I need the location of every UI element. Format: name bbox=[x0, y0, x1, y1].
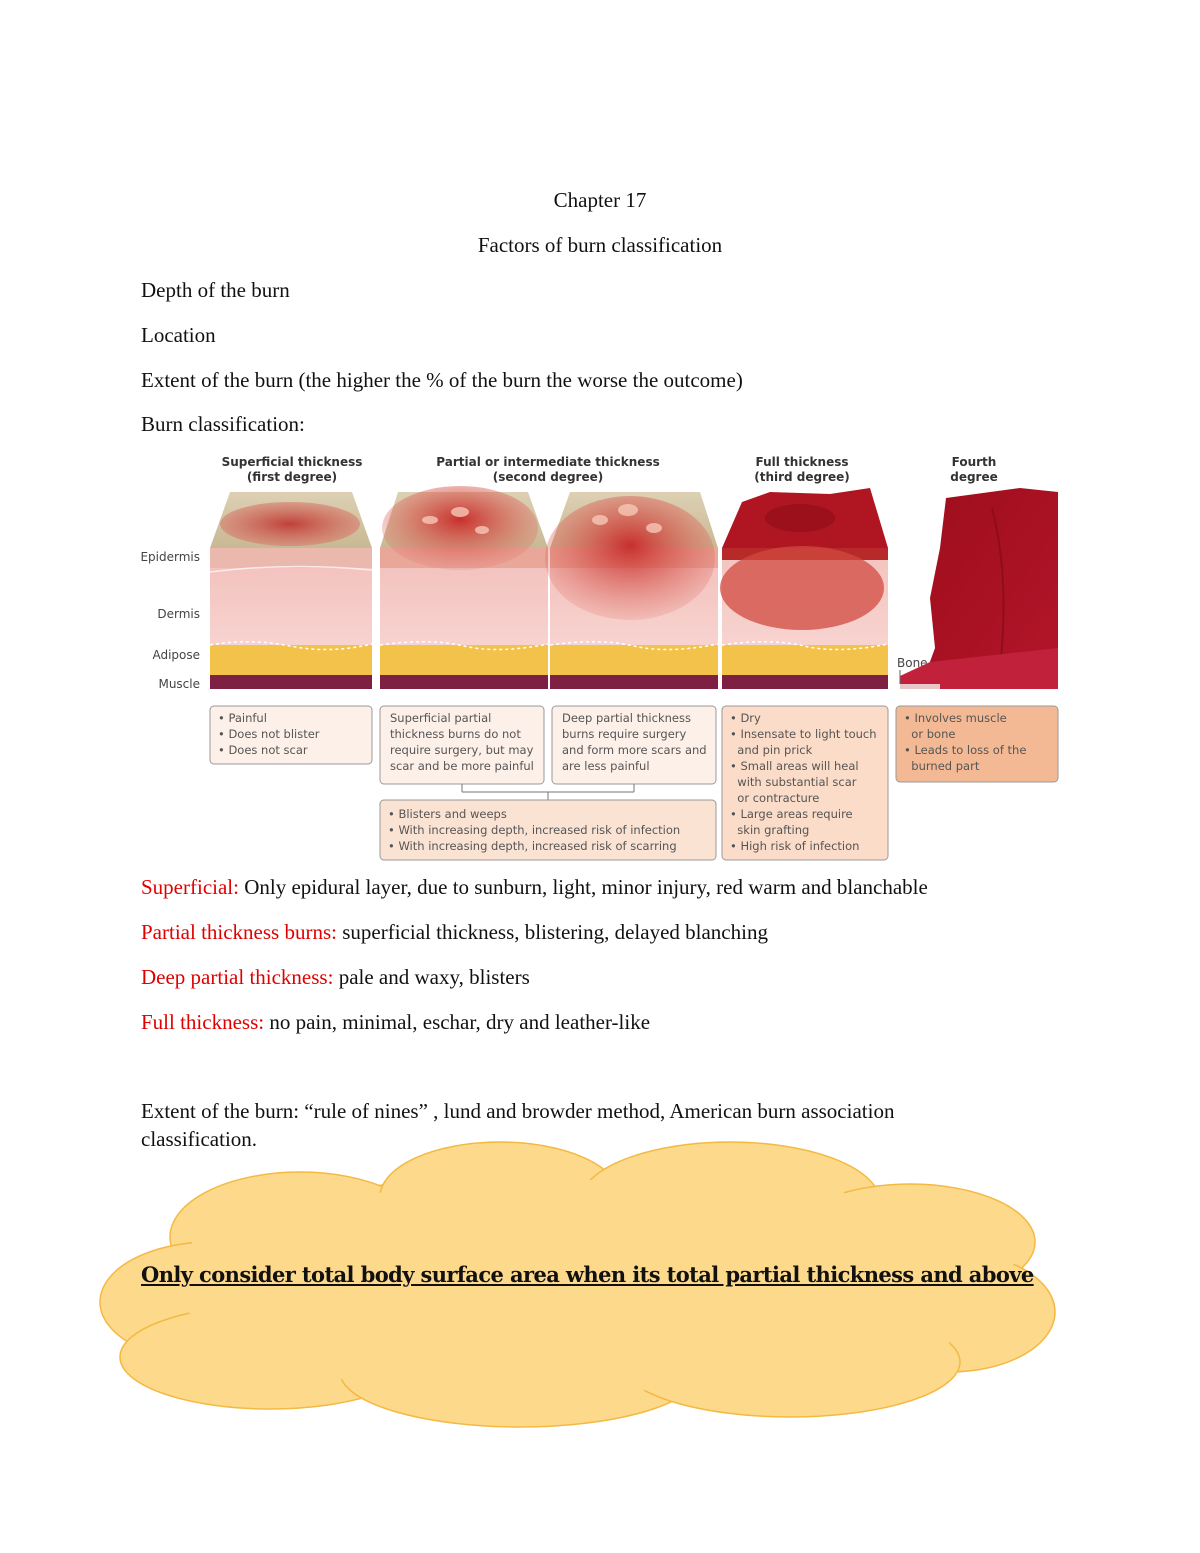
definition-term: Full thickness: bbox=[141, 1010, 265, 1034]
second-degree-bracket bbox=[462, 784, 634, 800]
box-line: are less painful bbox=[562, 759, 650, 773]
box-line: skin grafting bbox=[730, 823, 810, 837]
box-line: • Does not scar bbox=[218, 743, 308, 757]
description-box-deep-partial bbox=[552, 706, 716, 784]
page-title: Factors of burn classification bbox=[477, 233, 723, 257]
chapter-heading: Chapter 17 bbox=[553, 188, 647, 212]
box-line: or contracture bbox=[730, 791, 820, 805]
box-line: scar and be more painful bbox=[390, 759, 534, 773]
column-subheader-superficial: (first degree) bbox=[246, 470, 338, 484]
definition-desc: no pain, minimal, eschar, dry and leather-like bbox=[264, 1010, 651, 1034]
box-line: • Dry bbox=[730, 711, 761, 725]
definition-term: Deep partial thickness: bbox=[141, 965, 334, 989]
description-box-second-degree-shared bbox=[380, 800, 716, 860]
box-line: • Leads to loss of the bbox=[904, 743, 1027, 757]
factor-depth: Depth of the burn bbox=[141, 278, 290, 302]
box-line: • Blisters and weeps bbox=[388, 807, 507, 821]
definition-term: Partial thickness burns: bbox=[141, 920, 337, 944]
box-line: burns require surgery bbox=[562, 727, 687, 741]
box-line: or bone bbox=[904, 727, 956, 741]
box-line: • Involves muscle bbox=[904, 711, 1007, 725]
box-line: • Does not blister bbox=[218, 727, 320, 741]
skin-block-deep-partial bbox=[545, 492, 718, 689]
definition-full-thickness bbox=[141, 1008, 650, 1036]
box-line: with substantial scar bbox=[730, 775, 857, 789]
factor-extent: Extent of the burn (the higher the % of the burn the worse the outcome) bbox=[141, 368, 743, 392]
description-box-full bbox=[722, 706, 888, 860]
box-line: burned part bbox=[904, 759, 980, 773]
skin-block-superficial bbox=[210, 492, 372, 689]
extent-line-2: classification. bbox=[141, 1127, 258, 1151]
column-subheader-fourth: degree bbox=[950, 470, 998, 484]
layer-label-adipose: Adipose bbox=[152, 648, 200, 662]
callout-text: Only consider total body surface area when its total partial thickness and above bbox=[141, 1262, 1034, 1287]
box-line: Deep partial thickness bbox=[562, 711, 691, 725]
definition-deep-partial bbox=[141, 963, 530, 991]
box-line: • High risk of infection bbox=[730, 839, 860, 853]
box-line: and pin prick bbox=[730, 743, 813, 757]
definition-desc: superficial thickness, blistering, delayed blanching bbox=[336, 920, 768, 944]
layer-label-muscle: Muscle bbox=[158, 677, 200, 691]
box-line: • Insensate to light touch bbox=[730, 727, 877, 741]
box-line: • With increasing depth, increased risk of infection bbox=[388, 823, 681, 837]
column-subheader-partial: (second degree) bbox=[492, 470, 604, 484]
description-box-superficial bbox=[210, 706, 372, 764]
skin-block-superficial-partial bbox=[380, 486, 548, 689]
box-line: • Large areas require bbox=[730, 807, 853, 821]
box-line: require surgery, but may bbox=[390, 743, 534, 757]
definition-term: Superficial: bbox=[141, 875, 239, 899]
column-header-partial: Partial or intermediate thickness bbox=[436, 455, 660, 469]
layer-label-dermis: Dermis bbox=[157, 607, 200, 621]
skin-block-full bbox=[720, 488, 888, 689]
definition-partial-thickness bbox=[141, 918, 768, 946]
classification-label: Burn classification: bbox=[141, 412, 305, 436]
factor-location: Location bbox=[141, 323, 216, 347]
definition-desc: Only epidural layer, due to sunburn, light, minor injury, red warm and blanchable bbox=[238, 875, 928, 899]
layer-label-epidermis: Epidermis bbox=[140, 550, 200, 564]
description-box-superficial-partial bbox=[380, 706, 544, 784]
layer-label-bone: Bone bbox=[897, 656, 928, 670]
column-header-fourth: Fourth bbox=[951, 455, 997, 469]
extent-line-1: Extent of the burn: “rule of nines” , lund and browder method, American burn association bbox=[141, 1099, 895, 1123]
column-header-superficial: Superficial thickness bbox=[221, 455, 363, 469]
box-line: • With increasing depth, increased risk of scarring bbox=[388, 839, 677, 853]
box-line: thickness burns do not bbox=[390, 727, 521, 741]
box-line: and form more scars and bbox=[562, 743, 707, 757]
column-header-full: Full thickness bbox=[755, 455, 849, 469]
box-line: • Painful bbox=[218, 711, 267, 725]
definition-desc: pale and waxy, blisters bbox=[333, 965, 530, 989]
box-line: Superficial partial bbox=[390, 711, 492, 725]
definition-superficial bbox=[141, 873, 928, 901]
column-subheader-full: (third degree) bbox=[754, 470, 850, 484]
description-box-fourth bbox=[896, 706, 1058, 782]
burn-classification-figure bbox=[130, 448, 1070, 868]
box-line: • Small areas will heal bbox=[730, 759, 859, 773]
